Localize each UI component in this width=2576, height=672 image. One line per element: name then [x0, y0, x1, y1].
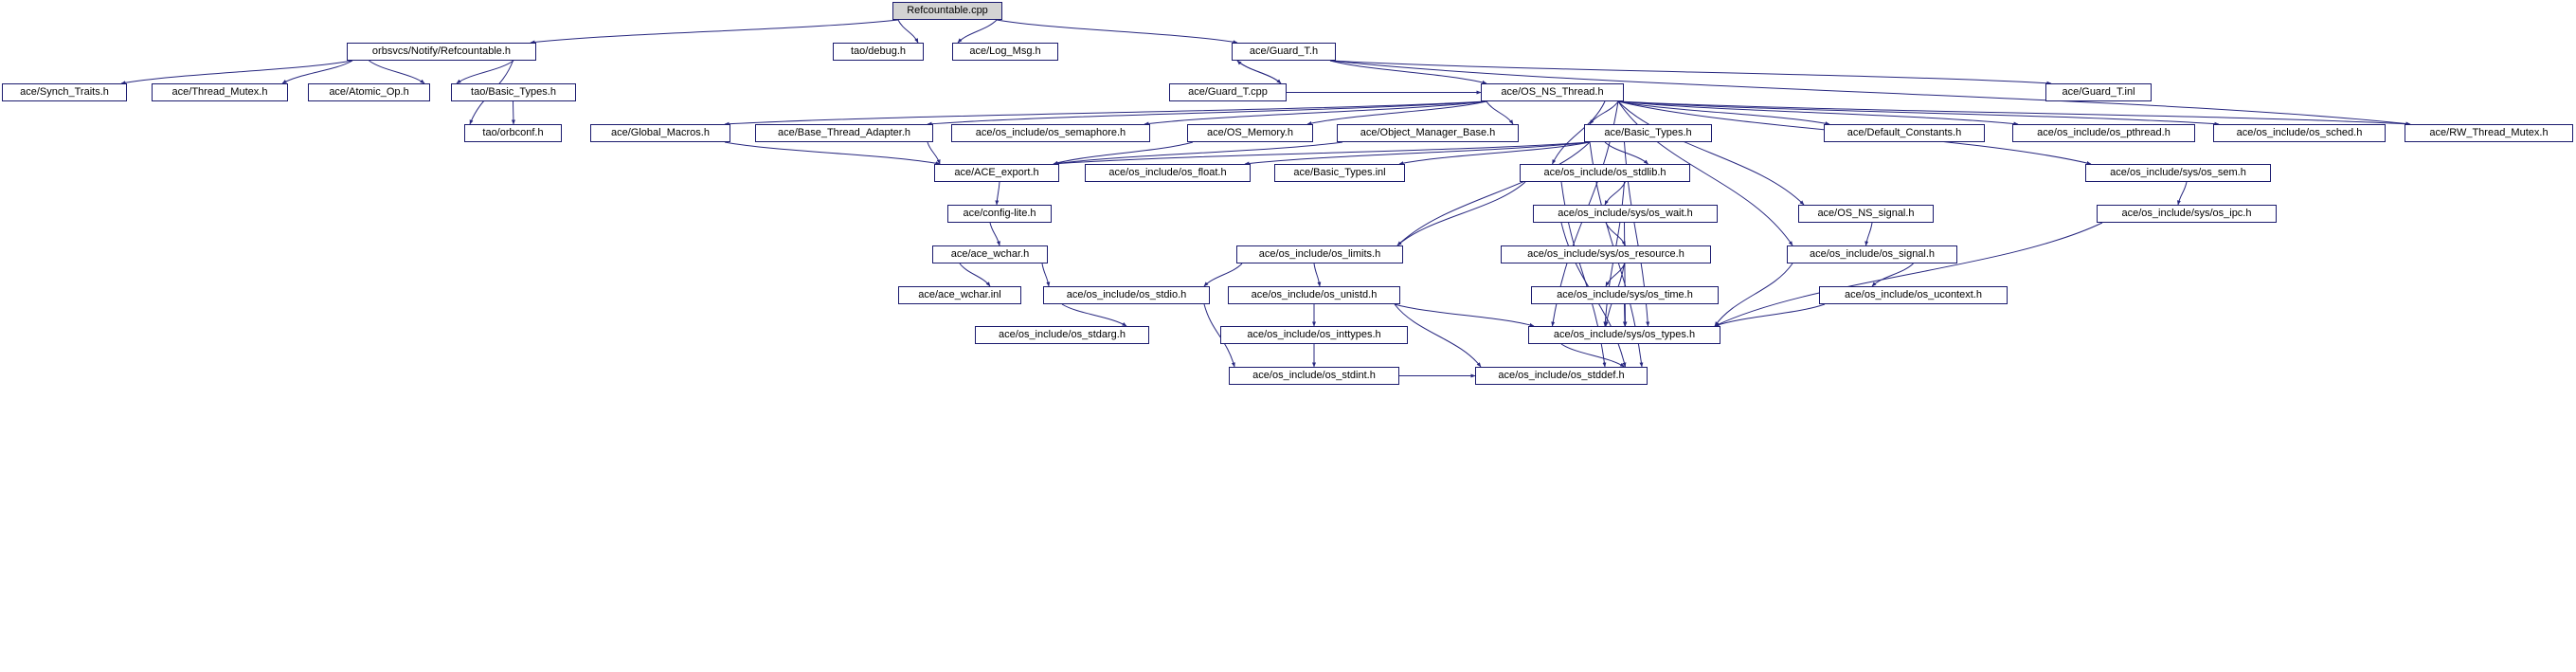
graph-node[interactable] [1533, 205, 1718, 223]
graph-node[interactable] [951, 124, 1150, 142]
graph-edge [2178, 182, 2187, 205]
node-label: ace/os_include/os_limits.h [1258, 248, 1381, 260]
graph-node[interactable] [1232, 43, 1336, 61]
graph-edge [725, 101, 1486, 124]
graph-edge [1715, 263, 1792, 326]
graph-edge [1307, 101, 1486, 124]
graph-edge [990, 223, 1000, 245]
node-label: ace/Global_Macros.h [611, 127, 710, 138]
node-label: ace/os_include/os_stdint.h [1252, 370, 1376, 381]
graph-edge [513, 101, 514, 124]
node-label: Refcountable.cpp [907, 5, 988, 16]
node-label: ace/os_include/sys/os_ipc.h [2121, 208, 2252, 219]
node-label: ace/Log_Msg.h [969, 45, 1041, 57]
node-label: ace/Object_Manager_Base.h [1360, 127, 1496, 138]
node-label: tao/debug.h [850, 45, 907, 57]
node-label: orbsvcs/Notify/Refcountable.h [371, 45, 512, 57]
graph-edge [282, 61, 352, 83]
graph-edge [1605, 182, 1626, 205]
graph-node[interactable] [2, 83, 127, 101]
node-label: ace/os_include/os_sched.h [2236, 127, 2363, 138]
graph-node[interactable] [934, 164, 1059, 182]
node-label: ace/OS_Memory.h [1207, 127, 1293, 138]
graph-node[interactable] [1481, 83, 1624, 101]
graph-edge [1715, 223, 2102, 326]
graph-edge [997, 20, 1237, 43]
graph-node[interactable] [1236, 245, 1403, 263]
graph-edge [1606, 223, 1626, 245]
graph-node[interactable] [451, 83, 576, 101]
graph-node[interactable] [1528, 326, 1720, 344]
node-label: ace/Basic_Types.h [1604, 127, 1692, 138]
graph-node[interactable] [2085, 164, 2271, 182]
node-label: ace/Base_Thread_Adapter.h [777, 127, 911, 138]
node-label: ace/os_include/os_inttypes.h [1247, 329, 1381, 340]
graph-edge [997, 182, 1000, 205]
node-label: ace/config-lite.h [963, 208, 1036, 219]
graph-edge [1399, 142, 1590, 164]
graph-node[interactable] [1229, 367, 1399, 385]
graph-node[interactable] [1337, 124, 1519, 142]
graph-node[interactable] [2213, 124, 2386, 142]
graph-edge [1395, 304, 1534, 326]
graph-edge [928, 142, 940, 164]
node-label: ace/os_include/sys/os_wait.h [1558, 208, 1693, 219]
graph-edge [1237, 61, 1281, 83]
graph-node[interactable] [975, 326, 1149, 344]
graph-edge [1618, 101, 2018, 124]
graph-node[interactable] [2097, 205, 2277, 223]
graph-node[interactable] [1169, 83, 1287, 101]
graph-edge [725, 142, 940, 164]
graph-edge [1715, 304, 1825, 326]
graph-edge [1314, 263, 1320, 286]
graph-root-node[interactable] [892, 2, 1002, 20]
graph-edge [457, 61, 513, 83]
graph-node[interactable] [1798, 205, 1934, 223]
graph-edge [1245, 142, 1590, 164]
node-label: ace/Basic_Types.inl [1293, 167, 1386, 178]
graph-edge [1054, 142, 1590, 164]
node-label: tao/Basic_Types.h [471, 86, 556, 98]
node-label: ace/ACE_export.h [954, 167, 1039, 178]
graph-edge [1872, 263, 1914, 286]
graph-node[interactable] [1228, 286, 1400, 304]
graph-edge [1054, 142, 1342, 164]
graph-edge [1237, 61, 1281, 83]
graph-node[interactable] [152, 83, 288, 101]
graph-edge [898, 20, 918, 43]
graph-edge [1204, 263, 1242, 286]
graph-edge [1397, 142, 1590, 245]
graph-edge [1618, 101, 1804, 205]
graph-edge [1606, 263, 1625, 286]
graph-node[interactable] [952, 43, 1058, 61]
graph-node[interactable] [1501, 245, 1711, 263]
graph-edge [1330, 61, 2051, 83]
graph-node[interactable] [1043, 286, 1210, 304]
graph-edge [960, 263, 990, 286]
node-label: ace/Guard_T.inl [2062, 86, 2135, 98]
graph-node[interactable] [947, 205, 1052, 223]
graph-edge [1590, 101, 1618, 124]
graph-edge [958, 20, 997, 43]
node-label: ace/os_include/sys/os_types.h [1553, 329, 1696, 340]
graph-edge [928, 101, 1486, 124]
node-label: ace/Default_Constants.h [1846, 127, 1962, 138]
graph-edge [1054, 142, 1193, 164]
node-label: ace/os_include/sys/os_sem.h [2110, 167, 2246, 178]
node-label: ace/os_include/os_semaphore.h [975, 127, 1126, 138]
node-label: ace/os_include/os_ucontext.h [1845, 289, 1982, 300]
graph-edge [1486, 101, 1513, 124]
graph-edge [531, 20, 898, 43]
node-label: ace/os_include/os_signal.h [1809, 248, 1936, 260]
graph-edge [1062, 304, 1126, 326]
graph-node[interactable] [1220, 326, 1408, 344]
graph-edge [1042, 263, 1049, 286]
node-label: ace/os_include/sys/os_time.h [1557, 289, 1693, 300]
node-label: ace/ace_wchar.inl [918, 289, 1001, 300]
graph-edge [1397, 182, 1525, 245]
node-label: ace/Guard_T.h [1249, 45, 1319, 57]
graph-node[interactable] [2012, 124, 2195, 142]
node-label: ace/os_include/os_stdio.h [1066, 289, 1187, 300]
graph-node[interactable] [1274, 164, 1405, 182]
node-label: tao/orbconf.h [482, 127, 544, 138]
node-label: ace/Guard_T.cpp [1188, 86, 1268, 98]
node-label: ace/os_include/os_stdlib.h [1543, 167, 1666, 178]
graph-node[interactable] [1520, 164, 1690, 182]
graph-edge [1625, 223, 1626, 326]
graph-node[interactable] [2045, 83, 2152, 101]
graph-node[interactable] [1824, 124, 1985, 142]
graph-edge [1330, 61, 1486, 83]
graph-node[interactable] [308, 83, 430, 101]
graph-edge [1618, 101, 2219, 124]
node-label: ace/RW_Thread_Mutex.h [2429, 127, 2549, 138]
node-label: ace/OS_NS_Thread.h [1501, 86, 1604, 98]
graph-node[interactable] [1531, 286, 1719, 304]
graph-edge [1866, 223, 1873, 245]
graph-edge [1605, 142, 1648, 164]
graph-node[interactable] [898, 286, 1021, 304]
graph-node[interactable] [1187, 124, 1313, 142]
graph-edge [1618, 101, 2410, 124]
graph-node[interactable] [347, 43, 536, 61]
graph-edge [1625, 304, 1626, 326]
graph-node[interactable] [2405, 124, 2573, 142]
graph-edge [1144, 101, 1486, 124]
graph-edge [369, 61, 425, 83]
graph-edge [121, 61, 352, 83]
graph-node[interactable] [1085, 164, 1251, 182]
graph-node[interactable] [1584, 124, 1712, 142]
node-label: ace/os_include/os_unistd.h [1251, 289, 1378, 300]
node-label: ace/os_include/os_pthread.h [2037, 127, 2171, 138]
node-label: ace/os_include/os_float.h [1108, 167, 1227, 178]
graph-node[interactable] [590, 124, 730, 142]
graph-node[interactable] [833, 43, 924, 61]
node-label: ace/ace_wchar.h [950, 248, 1030, 260]
node-label: ace/Thread_Mutex.h [171, 86, 268, 98]
graph-edge [1561, 344, 1625, 367]
graph-edge [1618, 101, 1829, 124]
graph-node[interactable] [464, 124, 562, 142]
graph-node[interactable] [1787, 245, 1957, 263]
graph-node[interactable] [932, 245, 1048, 263]
graph-node[interactable] [755, 124, 933, 142]
node-label: ace/os_include/os_stddef.h [1498, 370, 1625, 381]
graph-node[interactable] [1475, 367, 1648, 385]
node-label: ace/os_include/os_stdarg.h [999, 329, 1126, 340]
node-label: ace/Synch_Traits.h [20, 86, 109, 98]
node-label: ace/os_include/sys/os_resource.h [1527, 248, 1684, 260]
node-label: ace/OS_NS_signal.h [1817, 208, 1915, 219]
graph-node[interactable] [1819, 286, 2008, 304]
node-label: ace/Atomic_Op.h [329, 86, 409, 98]
